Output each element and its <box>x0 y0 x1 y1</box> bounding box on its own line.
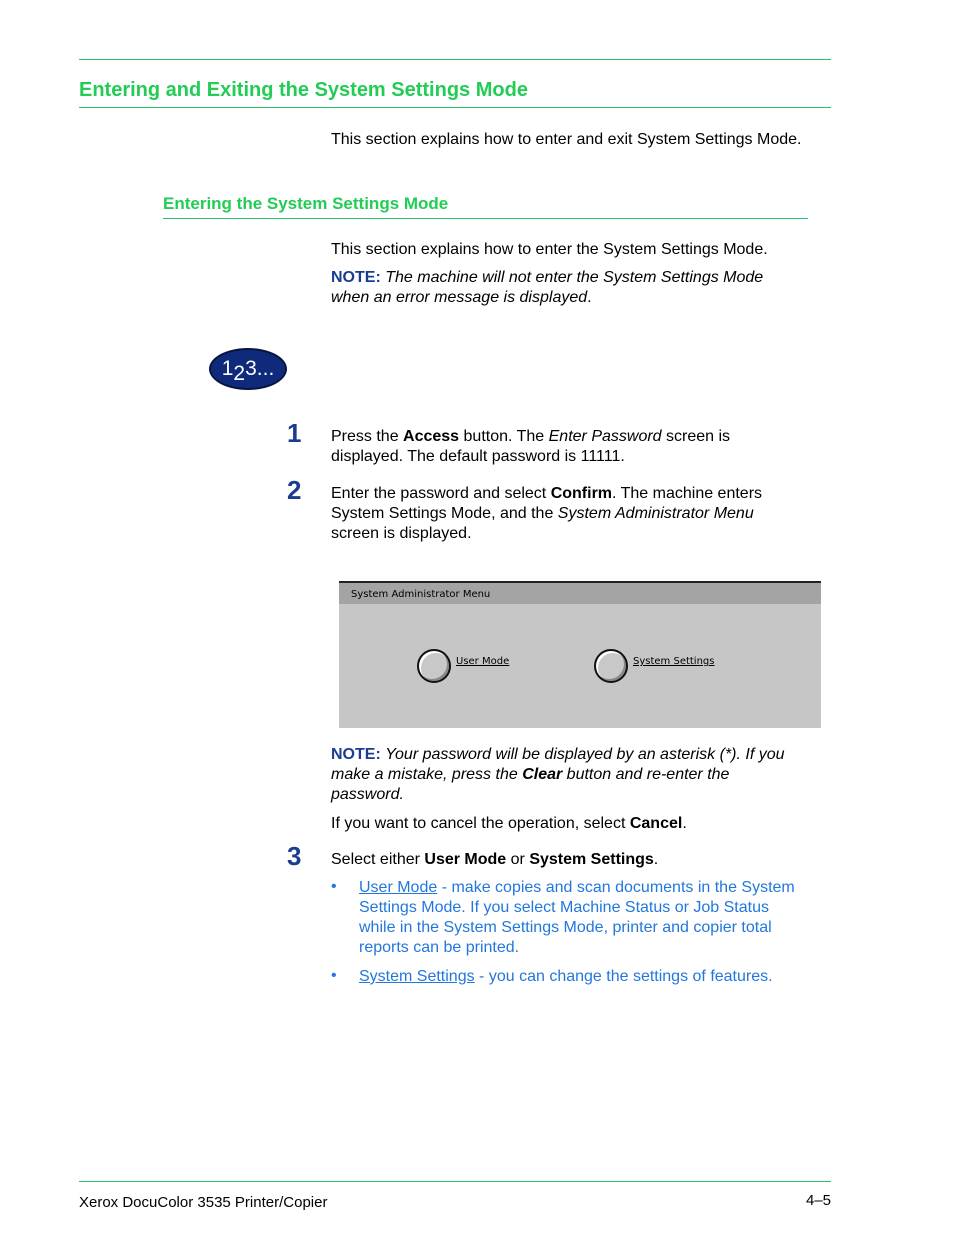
page-title: Entering and Exiting the System Settings Mode <box>79 79 528 101</box>
note-label: NOTE: <box>331 269 381 286</box>
page-intro: This section explains how to enter and exit System Settings Mode. <box>331 131 802 148</box>
step-number-3: 3 <box>287 841 302 871</box>
step-3-text: Select either User Mode or System Settings. <box>331 851 659 868</box>
screen-title: System Administrator Menu <box>351 589 491 600</box>
user-mode-link[interactable]: User Mode <box>359 879 438 896</box>
footer-product: Xerox DocuColor 3535 Printer/Copier <box>79 1194 328 1211</box>
section-intro: This section explains how to enter the System Settings Mode. <box>331 241 768 258</box>
bullet-icon: • <box>331 878 337 895</box>
footer-rule <box>79 1181 831 1182</box>
system-admin-menu-screen <box>339 581 821 728</box>
step-1-text: Press the Access button. The Enter Password screen is displayed. The default password is 11111. <box>331 428 731 465</box>
note-1-end: . <box>587 289 592 306</box>
user-mode-label[interactable]: User Mode <box>456 656 510 667</box>
note-2: NOTE: Your password will be displayed by an asterisk (*). If you make a mistake, press the Clear button and re-enter the password. <box>331 746 785 803</box>
step-number-2: 2 <box>287 475 302 505</box>
footer-page-number: 4–5 <box>806 1192 832 1209</box>
badge-digit-2: 2 <box>233 362 246 385</box>
system-settings-button[interactable] <box>594 649 628 683</box>
bullet-icon: • <box>331 967 337 984</box>
bullet-user-mode: User Mode - make copies and scan documents in the System Settings Mode. If you select Machine Status or Job Status while in the System Settings Mode, printer and copier total reports can be printed. <box>359 879 795 956</box>
section-title: Entering the System Settings Mode <box>163 194 449 213</box>
screen-title-bar <box>339 583 821 604</box>
note-1-line1: The machine will not enter the System Settings Mode <box>385 269 764 286</box>
system-settings-link[interactable]: System Settings <box>359 968 475 985</box>
system-settings-label[interactable]: System Settings <box>633 656 715 667</box>
badge-digit-1: 1 <box>221 357 234 380</box>
steps-badge-icon <box>209 348 287 390</box>
top-rule <box>79 59 831 60</box>
step-2-text: Enter the password and select Confirm. The machine enters System Settings Mode, and the System Administrator Menu screen is displayed. <box>331 485 763 542</box>
badge-digit-3: 3... <box>245 357 275 380</box>
section-underline <box>163 218 808 219</box>
note-1-line2: when an error message is displayed <box>331 289 588 306</box>
title-underline <box>79 107 831 108</box>
step-number-1: 1 <box>287 418 302 448</box>
user-mode-button[interactable] <box>417 649 451 683</box>
note-2-label: NOTE: <box>331 746 381 763</box>
cancel-text: If you want to cancel the operation, select Cancel. <box>331 815 687 832</box>
bullet-system-settings: System Settings - you can change the settings of features. <box>359 968 773 985</box>
note-1 <box>331 268 821 308</box>
